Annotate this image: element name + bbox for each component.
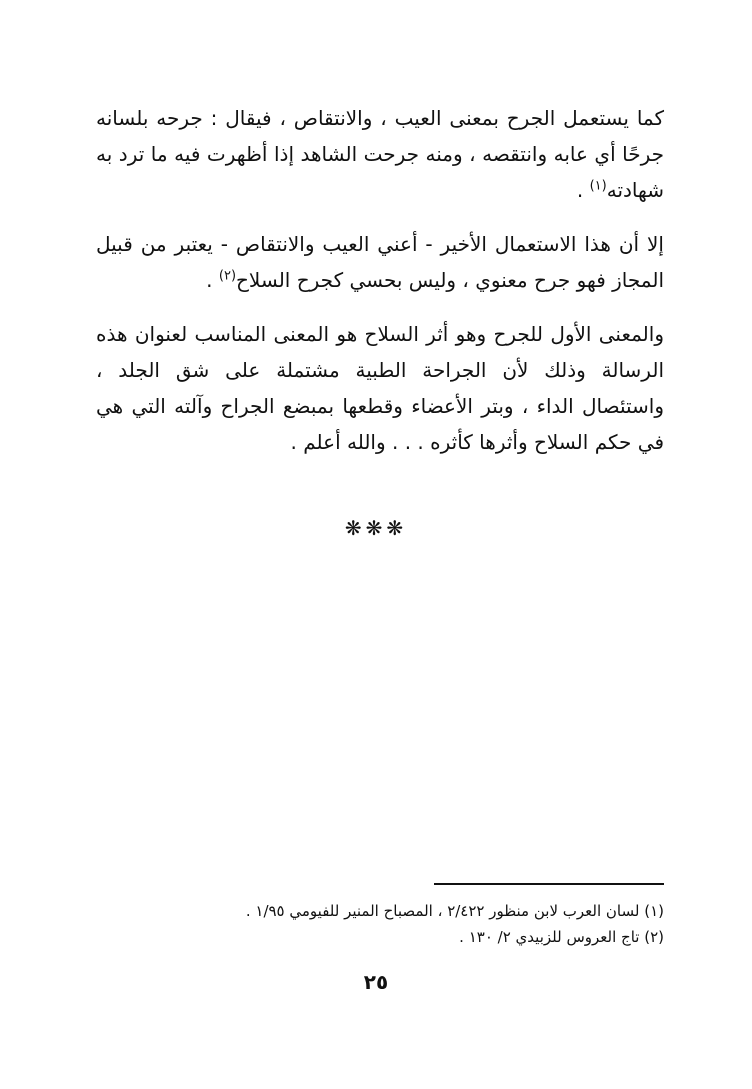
- paragraph-2-end: .: [206, 268, 219, 292]
- paragraph-3: [96, 316, 664, 460]
- section-separator: ❋❋❋: [344, 516, 408, 540]
- footnote-2: (٢) تاج العروس للزبيدي ٢/ ١٣٠ .: [459, 928, 664, 946]
- footnote-1: (١) لسان العرب لابن منظور ٢/٤٢٢ ، المصباح المنير للفيومي ١/٩٥ .: [245, 902, 664, 920]
- paragraph-3-text: والمعنى الأول للجرح وهو أثر السلاح هو المعنى المناسب لعنوان هذه الرسالة وذلك لأن الجراحة الطبية مشتملة على شق الجلد ، واستئصال الداء ، وبتر الأعضاء وقطعها بمبضع الجراح وآلته التي هي في حكم السلاح وأثرها كأثره . . . والله أعلم .: [96, 322, 664, 454]
- footnotes: [96, 898, 664, 950]
- footnote-ref-2[interactable]: (٢): [218, 268, 237, 284]
- paragraph-1-end: .: [576, 178, 590, 202]
- paragraph-2-text: إلا أن هذا الاستعمال الأخير - أعني العيب والانتقاص - يعتبر من قبيل المجاز فهو جرح معنوي ، وليس بحسي كجرح السلاح: [96, 232, 664, 292]
- paragraph-1: [96, 100, 664, 208]
- main-text: [96, 100, 664, 478]
- footnote-ref-1[interactable]: (١): [589, 178, 607, 194]
- footnote-divider: [434, 883, 664, 885]
- page-number: ٢٥: [363, 970, 389, 994]
- paragraph-2: [96, 226, 664, 298]
- paragraph-1-text: كما يستعمل الجرح بمعنى العيب ، والانتقاص ، فيقال : جرحه بلسانه جرحًا أي عابه وانتقصه ، ومنه جرحت الشاهد إذا أظهرت فيه ما ترد به شهادته: [96, 106, 664, 202]
